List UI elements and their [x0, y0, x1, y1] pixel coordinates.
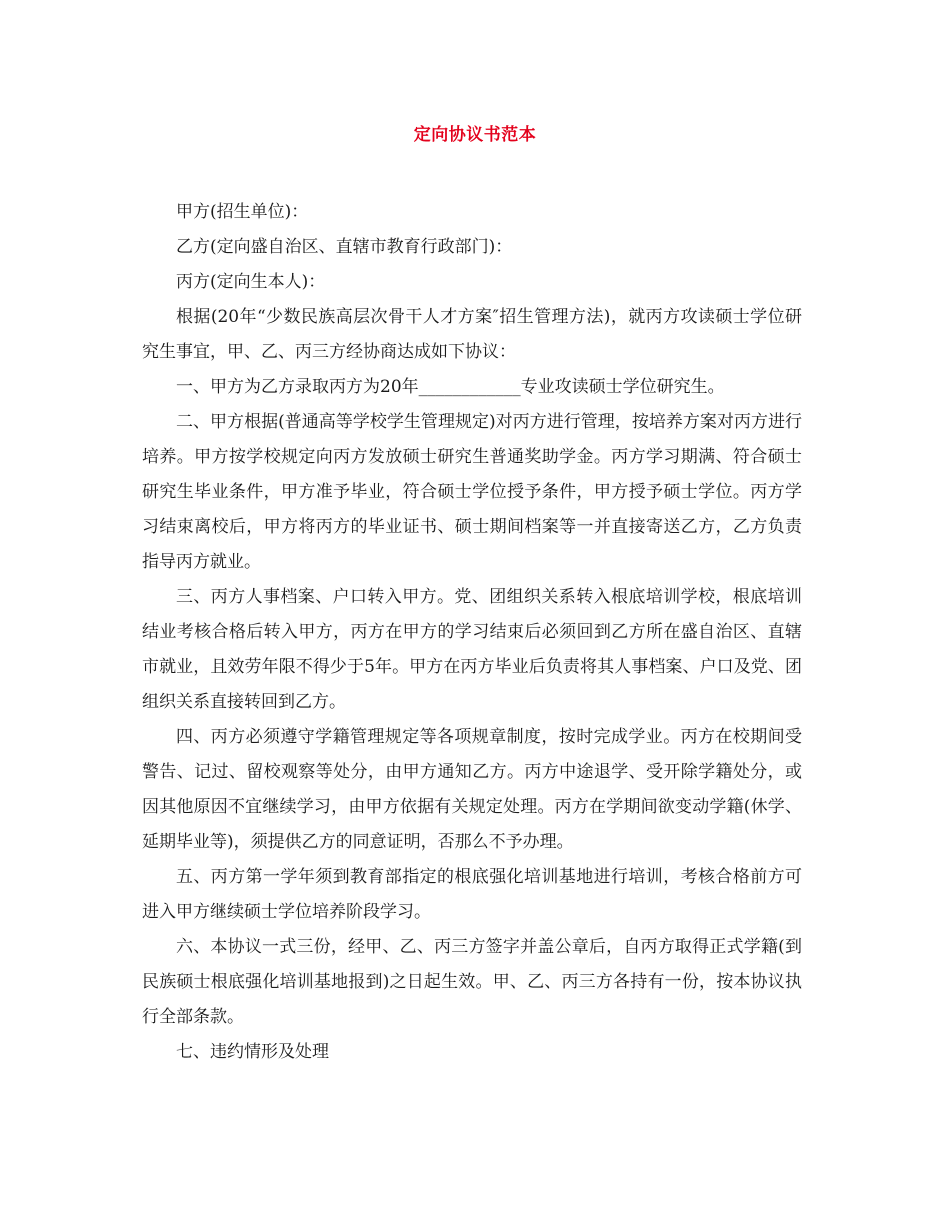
clause-3: 三、丙方人事档案、户口转入甲方。党、团组织关系转入根底培训学校，根底培训结业考核合格后转入甲方，丙方在甲方的学习结束后必须回到乙方所在盛自治区、直辖市就业，且效劳年限不得少于5年。甲方在丙方毕业后负责将其人事档案、户口及党、团组织关系直接转回到乙方。 [142, 587, 802, 712]
clause-5: 五、丙方第一学年须到教育部指定的根底强化培训基地进行培训，考核合格前方可进入甲方继续硕士学位培养阶段学习。 [142, 867, 802, 922]
clause-6: 六、本协议一式三份，经甲、乙、丙三方签字并盖公章后，自丙方取得正式学籍(到民族硕士根底强化培训基地报到)之日起生效。甲、乙、丙三方各持有一份，按本协议执行全部条款。 [142, 937, 802, 1027]
document-body [142, 195, 802, 1070]
party-b-line: 乙方(定向盛自治区、直辖市教育行政部门)： [176, 237, 513, 257]
clause-7-heading: 七、违约情形及处理 [176, 1042, 329, 1062]
preamble-paragraph: 根据(20年“少数民族高层次骨干人才方案″招生管理方法)，就丙方攻读硕士学位研究生事宜，甲、乙、丙三方经协商达成如下协议： [142, 307, 802, 362]
document-title: 定向协议书范本 [413, 125, 537, 145]
clause-1: 一、甲方为乙方录取丙方为20年____________专业攻读硕士学位研究生。 [176, 377, 725, 397]
clause-4: 四、丙方必须遵守学籍管理规定等各项规章制度，按时完成学业。丙方在校期间受警告、记过、留校观察等处分，由甲方通知乙方。丙方中途退学、受开除学籍处分，或因其他原因不宜继续学习，由甲方依据有关规定处理。丙方在学期间欲变动学籍(休学、延期毕业等)，须提供乙方的同意证明，否那么不予办理。 [142, 727, 802, 852]
party-c-line: 丙方(定向生本人)： [176, 272, 326, 292]
clause-2: 二、甲方根据(普通高等学校学生管理规定)对丙方进行管理，按培养方案对丙方进行培养。甲方按学校规定向丙方发放硕士研究生普通奖助学金。丙方学习期满、符合硕士研究生毕业条件，甲方准予毕业，符合硕士学位授予条件，甲方授予硕士学位。丙方学习结束离校后，甲方将丙方的毕业证书、硕士期间档案等一并直接寄送乙方，乙方负责指导丙方就业。 [142, 412, 802, 572]
party-a-line: 甲方(招生单位)： [176, 202, 309, 222]
